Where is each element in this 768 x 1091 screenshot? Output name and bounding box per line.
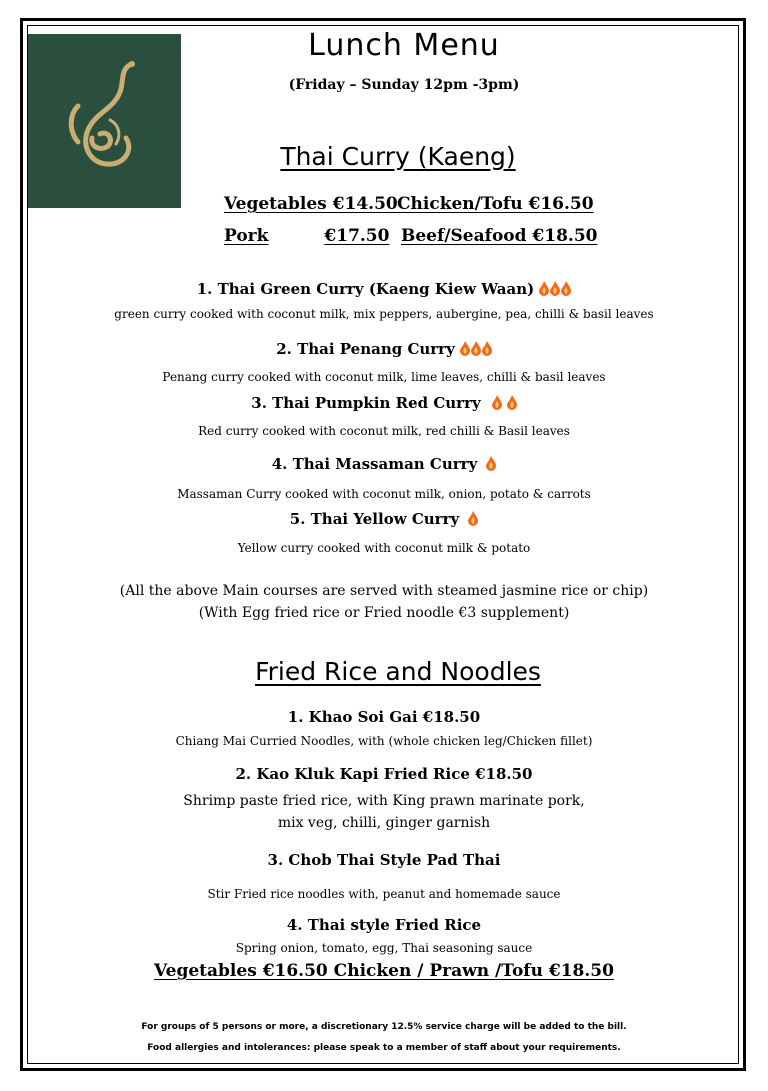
- chilli-flame-icon: [539, 281, 549, 296]
- spice-level-1: [485, 456, 496, 475]
- chilli-flame-icon: [460, 341, 470, 356]
- price-pork: Pork €17.50: [224, 226, 390, 246]
- rice-noodles-section-heading: Fried Rice and Noodles: [255, 657, 541, 686]
- page-title: Lunch Menu: [308, 28, 500, 63]
- rice-item-name: 1. Khao Soi Gai €18.50: [287, 708, 481, 726]
- chilli-flame-icon: [550, 281, 560, 296]
- curry-item: [0, 280, 768, 300]
- rice-item-name: 3. Chob Thai Style Pad Thai: [267, 851, 501, 869]
- chilli-flame-icon: [507, 395, 517, 410]
- price-vegetables: Vegetables €14.50: [224, 194, 398, 214]
- rice-item-name: 4. Thai style Fried Rice: [286, 916, 482, 934]
- curry-section-heading: Thai Curry (Kaeng): [280, 142, 516, 171]
- curry-item-description: green curry cooked with coconut milk, mix peppers, aubergine, pea, chilli & basil leaves: [114, 307, 654, 321]
- curry-item-description: Massaman Curry cooked with coconut milk, onion, potato & carrots: [177, 487, 591, 501]
- chilli-flame-icon: [492, 395, 502, 410]
- chilli-flame-icon: [471, 341, 481, 356]
- curry-item: [0, 340, 768, 360]
- rice-item-description: Chiang Mai Curried Noodles, with (whole chicken leg/Chicken fillet): [175, 734, 593, 748]
- chilli-flame-icon: [482, 341, 492, 356]
- served-with-note: (All the above Main courses are served with steamed jasmine rice or chip): [119, 583, 649, 599]
- curry-item-description: Red curry cooked with coconut milk, red chilli & Basil leaves: [198, 424, 570, 438]
- rice-item-description-line2: mix veg, chilli, ginger garnish: [277, 815, 491, 831]
- chilli-flame-icon: [486, 456, 496, 471]
- chilli-flame-icon: [468, 511, 478, 526]
- spice-level-3: [459, 341, 492, 360]
- curry-item-name: 1. Thai Green Curry (Kaeng Kiew Waan): [196, 280, 535, 298]
- curry-item-name: 5. Thai Yellow Curry: [289, 510, 460, 528]
- price-beef-seafood: Beef/Seafood €18.50: [401, 226, 598, 246]
- curry-item-name: 4. Thai Massaman Curry: [271, 455, 478, 473]
- curry-item-description: Penang curry cooked with coconut milk, lime leaves, chilli & basil leaves: [162, 370, 606, 384]
- rice-item-name: 2. Kao Kluk Kapi Fried Rice €18.50: [235, 765, 533, 783]
- curry-item-name: 2. Thai Penang Curry: [276, 340, 455, 358]
- rice-item-description: Spring onion, tomato, egg, Thai seasoning sauce: [235, 941, 533, 955]
- spice-level-2: [491, 395, 517, 414]
- spice-level-3: [538, 281, 571, 300]
- rice-item-description: Stir Fried rice noodles with, peanut and homemade sauce: [207, 887, 561, 901]
- service-charge-note: For groups of 5 persons or more, a discretionary 12.5% service charge will be added to the bill.: [141, 1022, 627, 1032]
- curry-item-name: 3. Thai Pumpkin Red Curry: [251, 394, 481, 412]
- opening-hours: (Friday – Sunday 12pm -3pm): [288, 77, 520, 93]
- curry-item-description: Yellow curry cooked with coconut milk & potato: [237, 541, 531, 555]
- curry-item: [0, 394, 768, 414]
- supplement-note: (With Egg fried rice or Fried noodle €3 supplement): [198, 605, 570, 621]
- chilli-flame-icon: [561, 281, 571, 296]
- rice-item-description: Shrimp paste fried rice, with King prawn marinate pork,: [183, 793, 585, 809]
- rice-price-line: Vegetables €16.50 Chicken / Prawn /Tofu €18.50: [154, 961, 614, 981]
- price-chicken-tofu: Chicken/Tofu €16.50: [397, 194, 594, 214]
- curry-item: [0, 455, 768, 475]
- spice-level-1: [467, 511, 478, 530]
- curry-item: [0, 510, 768, 530]
- allergy-note: Food allergies and intolerances: please speak to a member of staff about your requirements.: [147, 1043, 621, 1053]
